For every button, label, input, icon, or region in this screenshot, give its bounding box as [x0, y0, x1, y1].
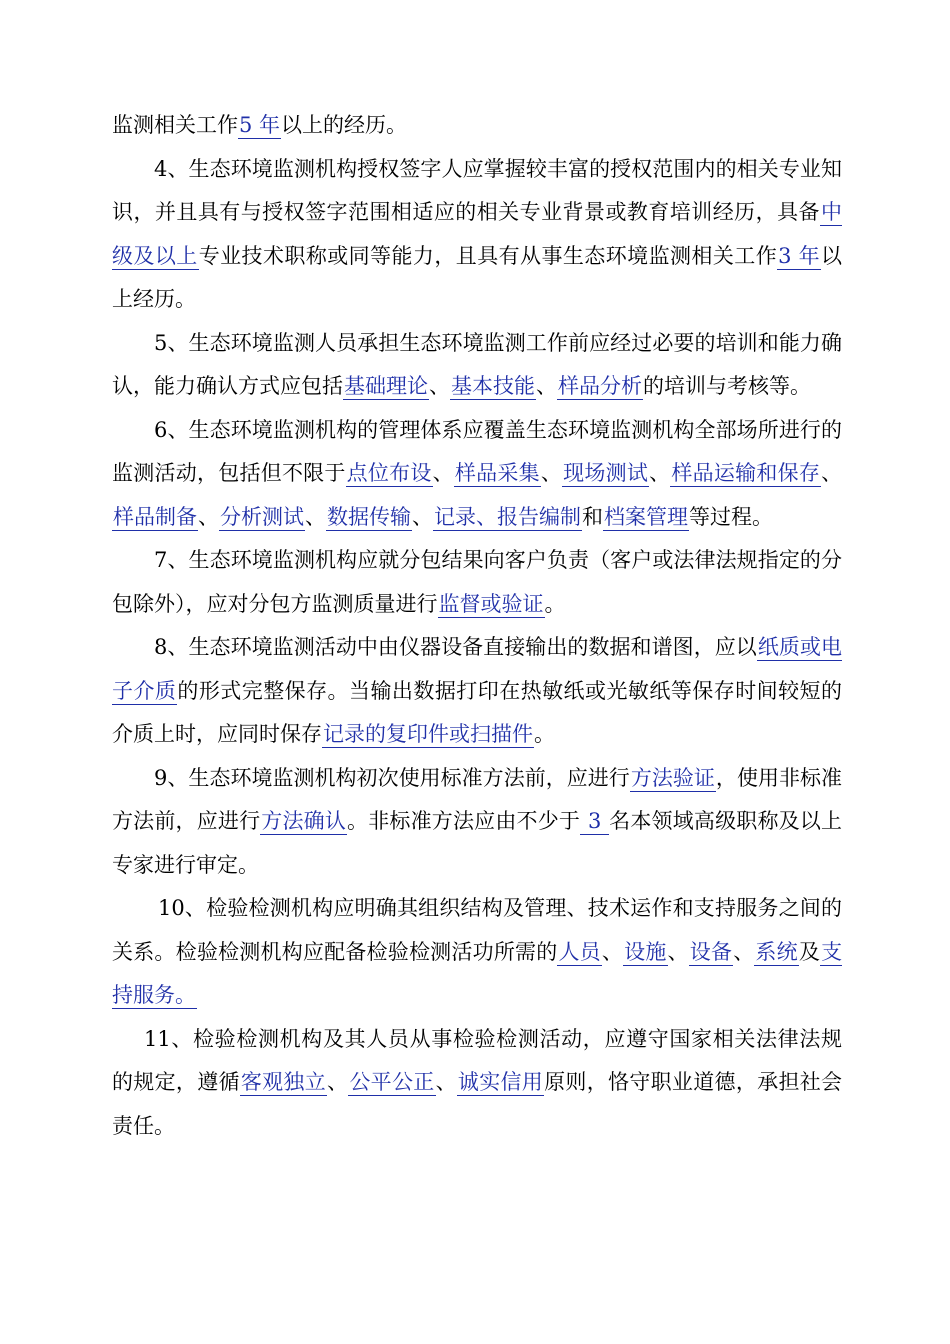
paragraph-text: ，使用非标准方法前，应进行 [112, 765, 843, 833]
paragraph-text: 8、生态环境监测活动中由仪器设备直接输出的数据和谱图，应以 [154, 635, 757, 659]
paragraph-text: 11、检验检测机构及其人员从事检验检测活动，应遵守国家相关法律法规的规定，遵循 [112, 1026, 842, 1094]
paragraph-4 [112, 148, 842, 322]
paragraph-text: 、 [821, 461, 843, 485]
paragraph-text: 专业技术职称或同等能力，且具有从事生态环境监测相关工作 [198, 243, 778, 268]
paragraph-text: 7、生态环境监测机构应就分包结果向客户负责（客户或法律法规指定的分包除外），应对分包方监测质量进行 [112, 548, 842, 616]
paragraph-text: 、 [601, 939, 624, 964]
paragraph-text: 。非标准方法应由不少于 [347, 809, 581, 833]
paragraph-text: 6、生态环境监测机构的管理体系应覆盖生态环境监测机构全部场所进行的监测活动，包括但不限于 [112, 417, 842, 485]
filled-answer: 现场测试 [563, 461, 649, 485]
filled-answer: 样品制备 [113, 504, 197, 529]
paragraph-text: 。 [534, 722, 555, 746]
filled-answer: 中级及以上 [112, 200, 842, 268]
filled-answer: 方法确认 [261, 809, 347, 833]
filled-answer: 点位布设 [346, 461, 432, 485]
paragraph-text: 、 [305, 504, 326, 529]
filled-answer: 方法验证 [630, 765, 715, 790]
paragraph-text: 名本领域高级职称及以上专家进行审定。 [112, 809, 843, 877]
filled-answer: 数据传输 [327, 504, 411, 529]
paragraph-text: 等过程。 [689, 504, 773, 529]
paragraph-8 [112, 626, 842, 757]
filled-answer: 纸质或电子介质 [112, 635, 843, 703]
paragraph-text: 、 [435, 1070, 457, 1094]
paragraph-text: 9、生态环境监测机构初次使用标准方法前，应进行 [154, 765, 630, 790]
paragraph-text: 、 [667, 939, 689, 964]
paragraph-6 [112, 409, 842, 540]
filled-answer: 5 年 [239, 113, 281, 137]
filled-answer: 记录、报告编制 [434, 504, 581, 529]
paragraph-text: 5、生态环境监测人员承担生态环境监测工作前应经过必要的培训和能力确认，能力确认方式应包括 [112, 330, 842, 398]
paragraph-text: 和 [582, 504, 603, 529]
paragraph-text: 、 [198, 504, 219, 529]
paragraph-5 [112, 322, 842, 409]
filled-answer: 分析测试 [220, 504, 304, 529]
paragraph-text: 10、检验检测机构应明确其组织结构及管理、技术运作和支持服务之间的关系。检验检测机构应配备检验检测活功所需的 [112, 896, 842, 964]
paragraph-text: 、 [649, 461, 671, 485]
paragraph-10 [112, 887, 842, 1018]
filled-answer: 支持服务。 [112, 939, 843, 1007]
paragraph-text: 、 [429, 374, 450, 398]
paragraph-text: 、 [327, 1070, 349, 1094]
filled-answer: 样品运输和保存 [671, 461, 821, 485]
filled-answer: 3 [581, 809, 609, 833]
filled-answer: 档案管理 [604, 504, 688, 529]
paragraph-text: 的形式完整保存。当输出数据打印在热敏纸或光敏纸等保存时间较短的介质上时，应同时保存 [112, 678, 843, 746]
paragraph-text: 、 [733, 939, 755, 964]
filled-answer: 公平公正 [349, 1070, 435, 1094]
filled-answer: 样品分析 [558, 374, 642, 398]
paragraph-text: 以上经历。 [112, 243, 843, 311]
filled-answer: 基础理论 [344, 374, 428, 398]
filled-answer: 客观独立 [240, 1070, 327, 1094]
paragraph-9 [112, 757, 842, 888]
filled-answer: 记录的复印件或扫描件 [323, 722, 533, 746]
filled-answer: 监督或验证 [438, 591, 544, 616]
filled-answer: 3 年 [778, 243, 821, 268]
paragraph-text: 监测相关工作 [112, 113, 238, 137]
filled-answer: 基本技能 [451, 374, 535, 398]
paragraph-7 [112, 539, 842, 626]
filled-answer: 样品采集 [454, 461, 540, 485]
paragraph-text: 的培训与考核等。 [643, 374, 811, 398]
filled-answer: 人员 [558, 939, 601, 964]
filled-answer: 诚实信用 [457, 1070, 544, 1094]
paragraph-text: 、 [412, 504, 433, 529]
paragraph-text: 以上的经历。 [281, 113, 408, 137]
paragraph-text: 4、生态环境监测机构授权签字人应掌握较丰富的授权范围内的相关专业知识，并且具有与授权签字范围相适应的相关专业背景或教育培训经历，具备 [112, 156, 842, 224]
paragraph-text: 、 [536, 374, 557, 398]
paragraph-text: 、 [540, 461, 563, 485]
filled-answer: 设施 [624, 939, 667, 964]
filled-answer: 系统 [755, 939, 798, 964]
paragraph-text: 。 [544, 591, 566, 616]
paragraph-11 [112, 1018, 842, 1149]
paragraph-p3-end [112, 104, 842, 148]
paragraph-text: 、 [432, 461, 454, 485]
document-page [112, 104, 842, 1148]
filled-answer: 设备 [689, 939, 733, 964]
paragraph-text: 及 [798, 939, 821, 964]
paragraph-text: 原则，恪守职业道德，承担社会责任。 [112, 1070, 843, 1138]
